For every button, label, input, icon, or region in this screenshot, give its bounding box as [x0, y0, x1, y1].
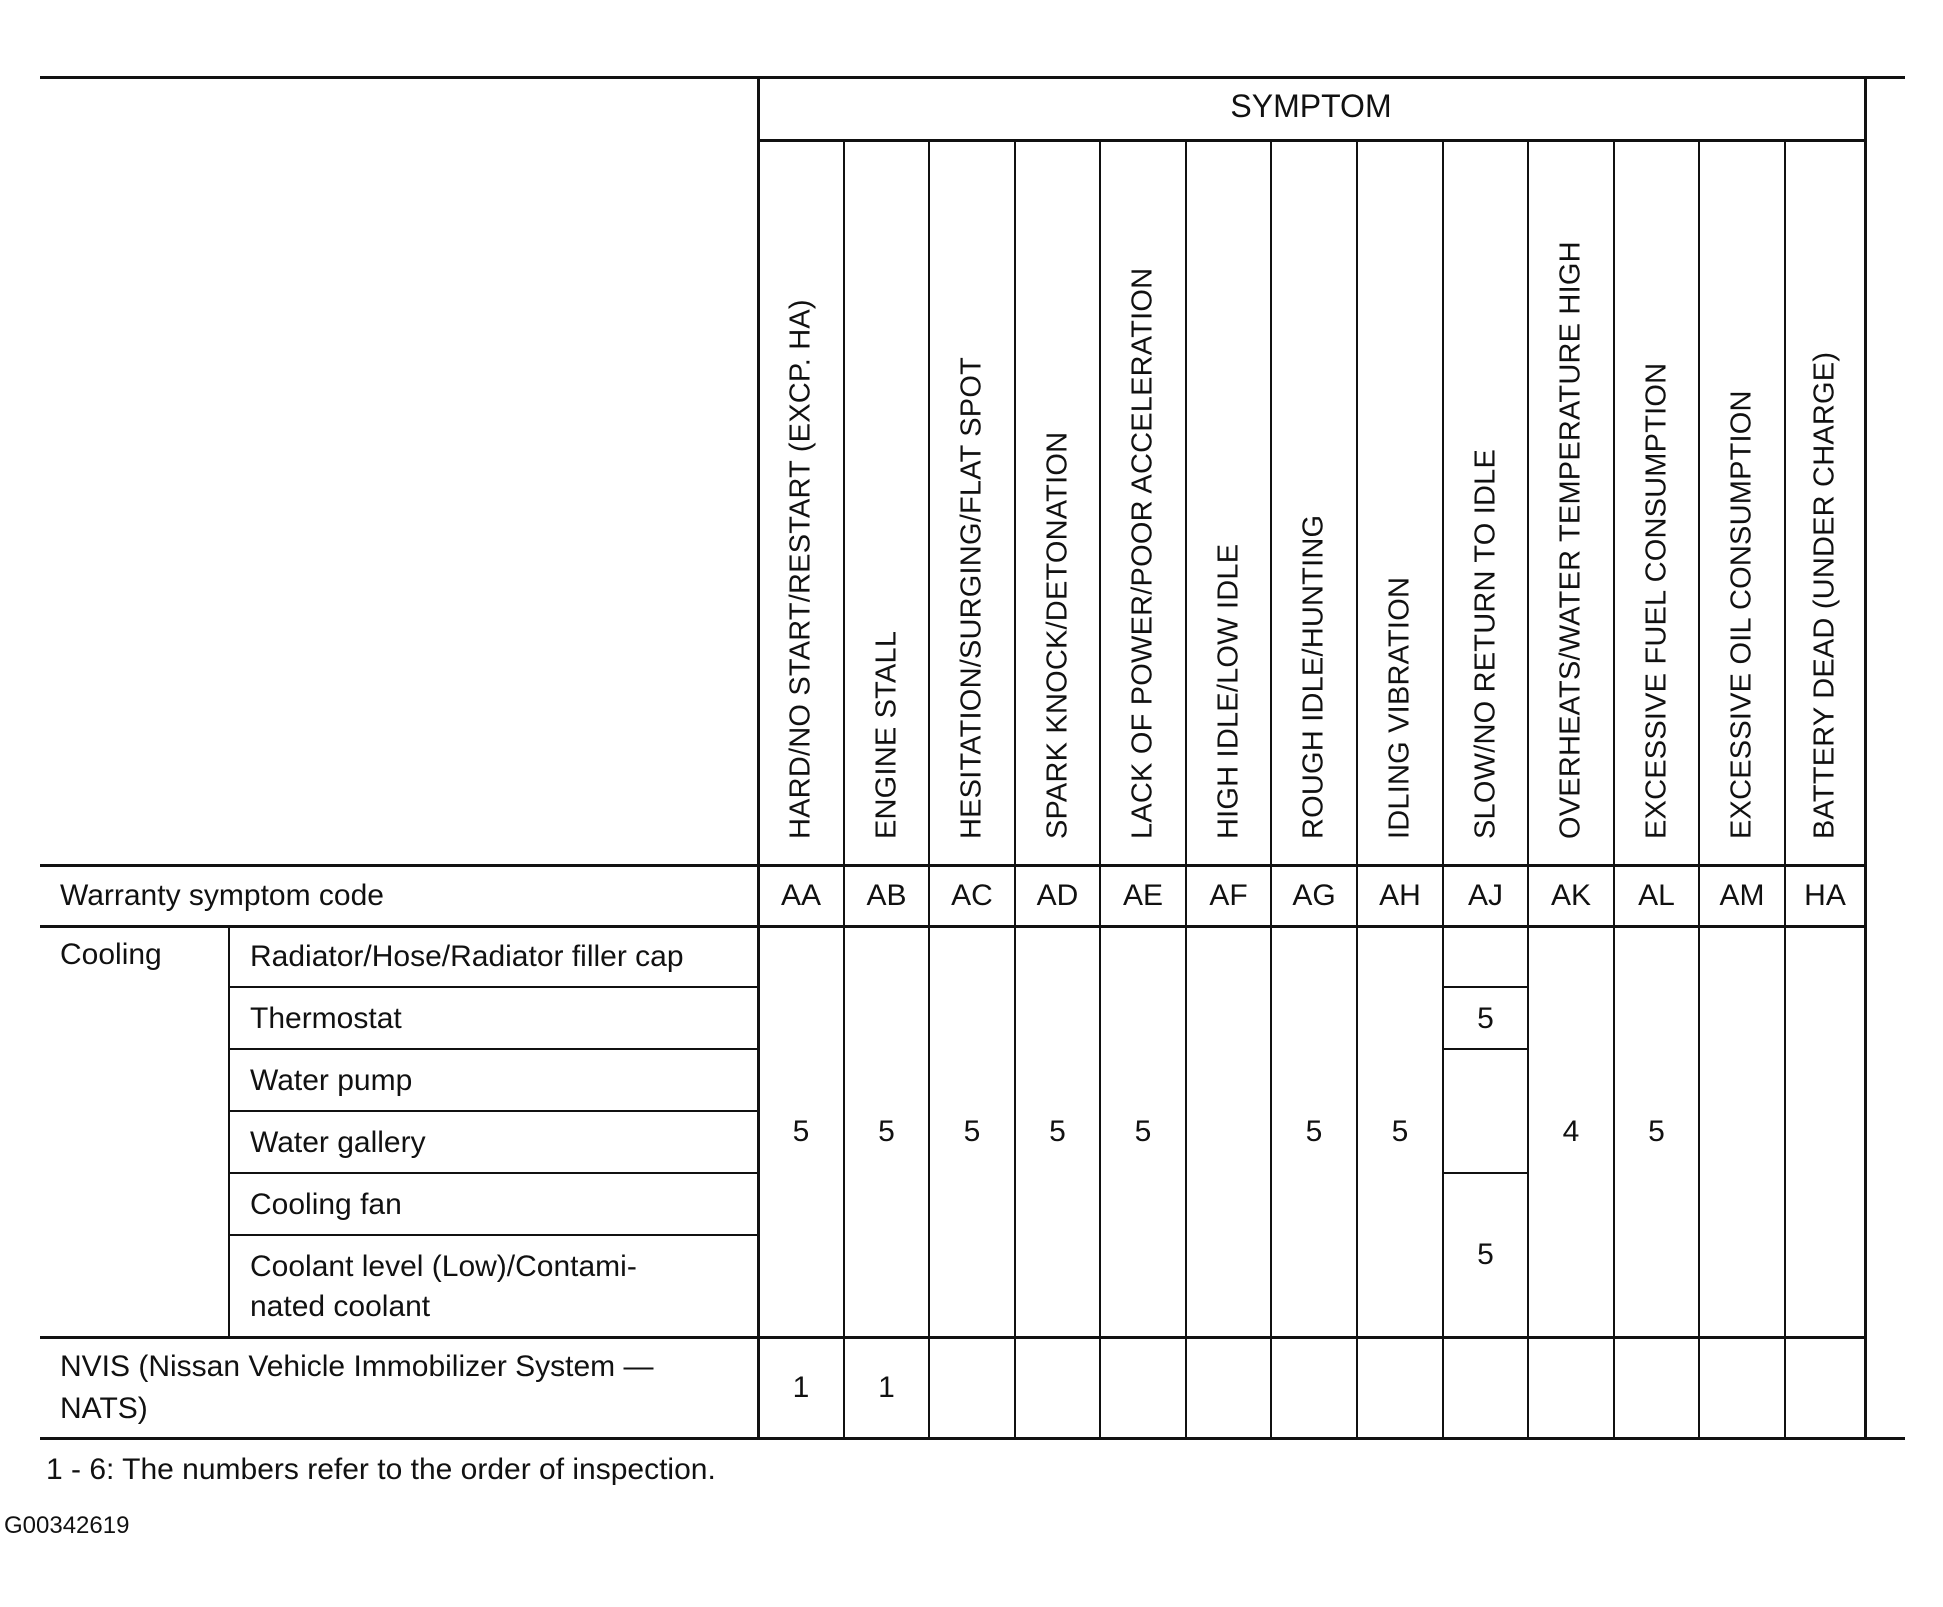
symptom-column-header	[1272, 141, 1356, 855]
symptom-label: SPARK KNOCK/DETONATION	[1041, 431, 1073, 839]
symptom-code: AK	[1550, 879, 1592, 912]
cooling-category-label: Cooling	[60, 938, 162, 971]
cooling-item-label: Cooling fan	[250, 1188, 402, 1221]
aj-split-rule	[1442, 1048, 1528, 1050]
symptom-label: HESITATION/SURGING/FLAT SPOT	[955, 356, 988, 839]
symptom-label: IDLING VIBRATION	[1383, 576, 1416, 839]
symptom-label: ROUGH IDLE/HUNTING	[1297, 514, 1330, 839]
aj-split-rule	[1442, 1172, 1528, 1174]
symptom-code: AC	[951, 879, 993, 912]
symptom-code: AB	[866, 879, 907, 912]
symptom-code: AG	[1292, 879, 1336, 912]
inspection-order-value: 5	[1477, 1002, 1494, 1035]
symptom-code: AL	[1638, 879, 1675, 912]
symptom-column-header	[1444, 141, 1527, 855]
cooling-row-rule	[228, 1048, 757, 1050]
inspection-order-value: 4	[1562, 1115, 1580, 1148]
bottom-rule	[40, 1437, 1905, 1440]
footnote: 1 - 6: The numbers refer to the order of inspection.	[46, 1453, 716, 1486]
inspection-order-value: 5	[1648, 1115, 1665, 1148]
cooling-row-rule	[228, 986, 757, 988]
symptom-heading: SYMPTOM	[1230, 88, 1392, 124]
inspection-order-value: 5	[1305, 1115, 1323, 1148]
symptom-label: EXCESSIVE OIL CONSUMPTION	[1725, 390, 1758, 839]
cooling-row-rule	[228, 1110, 757, 1112]
symptom-code: AE	[1122, 879, 1164, 912]
nvis-label-line: NVIS (Nissan Vehicle Immobilizer System —	[60, 1350, 654, 1383]
symptom-code: AH	[1379, 879, 1421, 912]
symptom-column-header	[930, 141, 1014, 855]
inspection-order-value: 1	[878, 1371, 895, 1404]
top-rule	[40, 76, 1905, 79]
symptom-label: LACK OF POWER/POOR ACCELERATION	[1126, 267, 1159, 839]
symptom-code: AF	[1209, 879, 1248, 912]
inspection-order-value: 5	[1391, 1115, 1409, 1148]
symptom-label: EXCESSIVE FUEL CONSUMPTION	[1640, 362, 1672, 839]
cooling-item-label: Water pump	[250, 1064, 413, 1097]
inspection-order-value: 5	[1049, 1115, 1066, 1148]
cooling-row-rule	[228, 1234, 757, 1236]
symptom-column-header	[1529, 141, 1613, 855]
symptom-label: ENGINE STALL	[870, 630, 902, 839]
symptom-column-header	[1358, 141, 1442, 855]
inspection-order-value: 5	[1134, 1115, 1152, 1148]
symptom-column-header	[1016, 141, 1099, 855]
figure-id: G00342619	[4, 1512, 130, 1539]
cooling-item-label: Coolant level (Low)/Contami-	[250, 1250, 637, 1283]
symptom-column-header	[1700, 141, 1784, 855]
warranty-symptom-code-label: Warranty symptom code	[60, 879, 384, 912]
symptom-label: HARD/NO START/RESTART (EXCP. HA)	[784, 299, 817, 839]
inspection-order-value: 5	[1477, 1238, 1494, 1271]
nvis-label	[60, 1346, 760, 1430]
symptom-column-header	[1101, 141, 1185, 855]
symptom-code: AM	[1719, 879, 1765, 912]
aj-split-rule	[1442, 986, 1528, 988]
nvis-label-line: NATS)	[60, 1392, 148, 1425]
cooling-divider-rule	[228, 927, 230, 1337]
cooling-row-rule	[228, 1172, 757, 1174]
symptom-code: HA	[1804, 879, 1846, 912]
cooling-bottom-rule	[40, 1336, 1865, 1339]
symptom-code: AD	[1036, 879, 1079, 912]
cooling-item-label: Thermostat	[250, 1002, 402, 1035]
code-row-bottom-rule	[40, 925, 1865, 928]
symptom-column-header	[1187, 141, 1270, 855]
cooling-item-label: nated coolant	[250, 1290, 431, 1323]
symptom-label: BATTERY DEAD (UNDER CHARGE)	[1808, 351, 1841, 839]
inspection-order-value: 5	[792, 1115, 810, 1148]
cooling-item-label: Radiator/Hose/Radiator filler cap	[250, 940, 684, 973]
symptom-column-header	[1786, 141, 1864, 855]
cooling-item-label: Water gallery	[250, 1126, 426, 1159]
inspection-order-value: 1	[792, 1371, 810, 1404]
matrix-right-rule	[1864, 78, 1867, 1439]
symptom-column-header	[845, 141, 928, 855]
symptom-code: AJ	[1467, 879, 1503, 912]
symptom-code: AA	[780, 879, 822, 912]
inspection-order-value: 5	[878, 1115, 895, 1148]
symptom-label: OVERHEATS/WATER TEMPERATURE HIGH	[1554, 241, 1587, 839]
inspection-order-value: 5	[963, 1115, 981, 1148]
symptom-column-header	[759, 141, 843, 855]
symptom-label: HIGH IDLE/LOW IDLE	[1212, 543, 1244, 839]
symptom-label: SLOW/NO RETURN TO IDLE	[1469, 448, 1501, 839]
symptom-column-header	[1615, 141, 1698, 855]
